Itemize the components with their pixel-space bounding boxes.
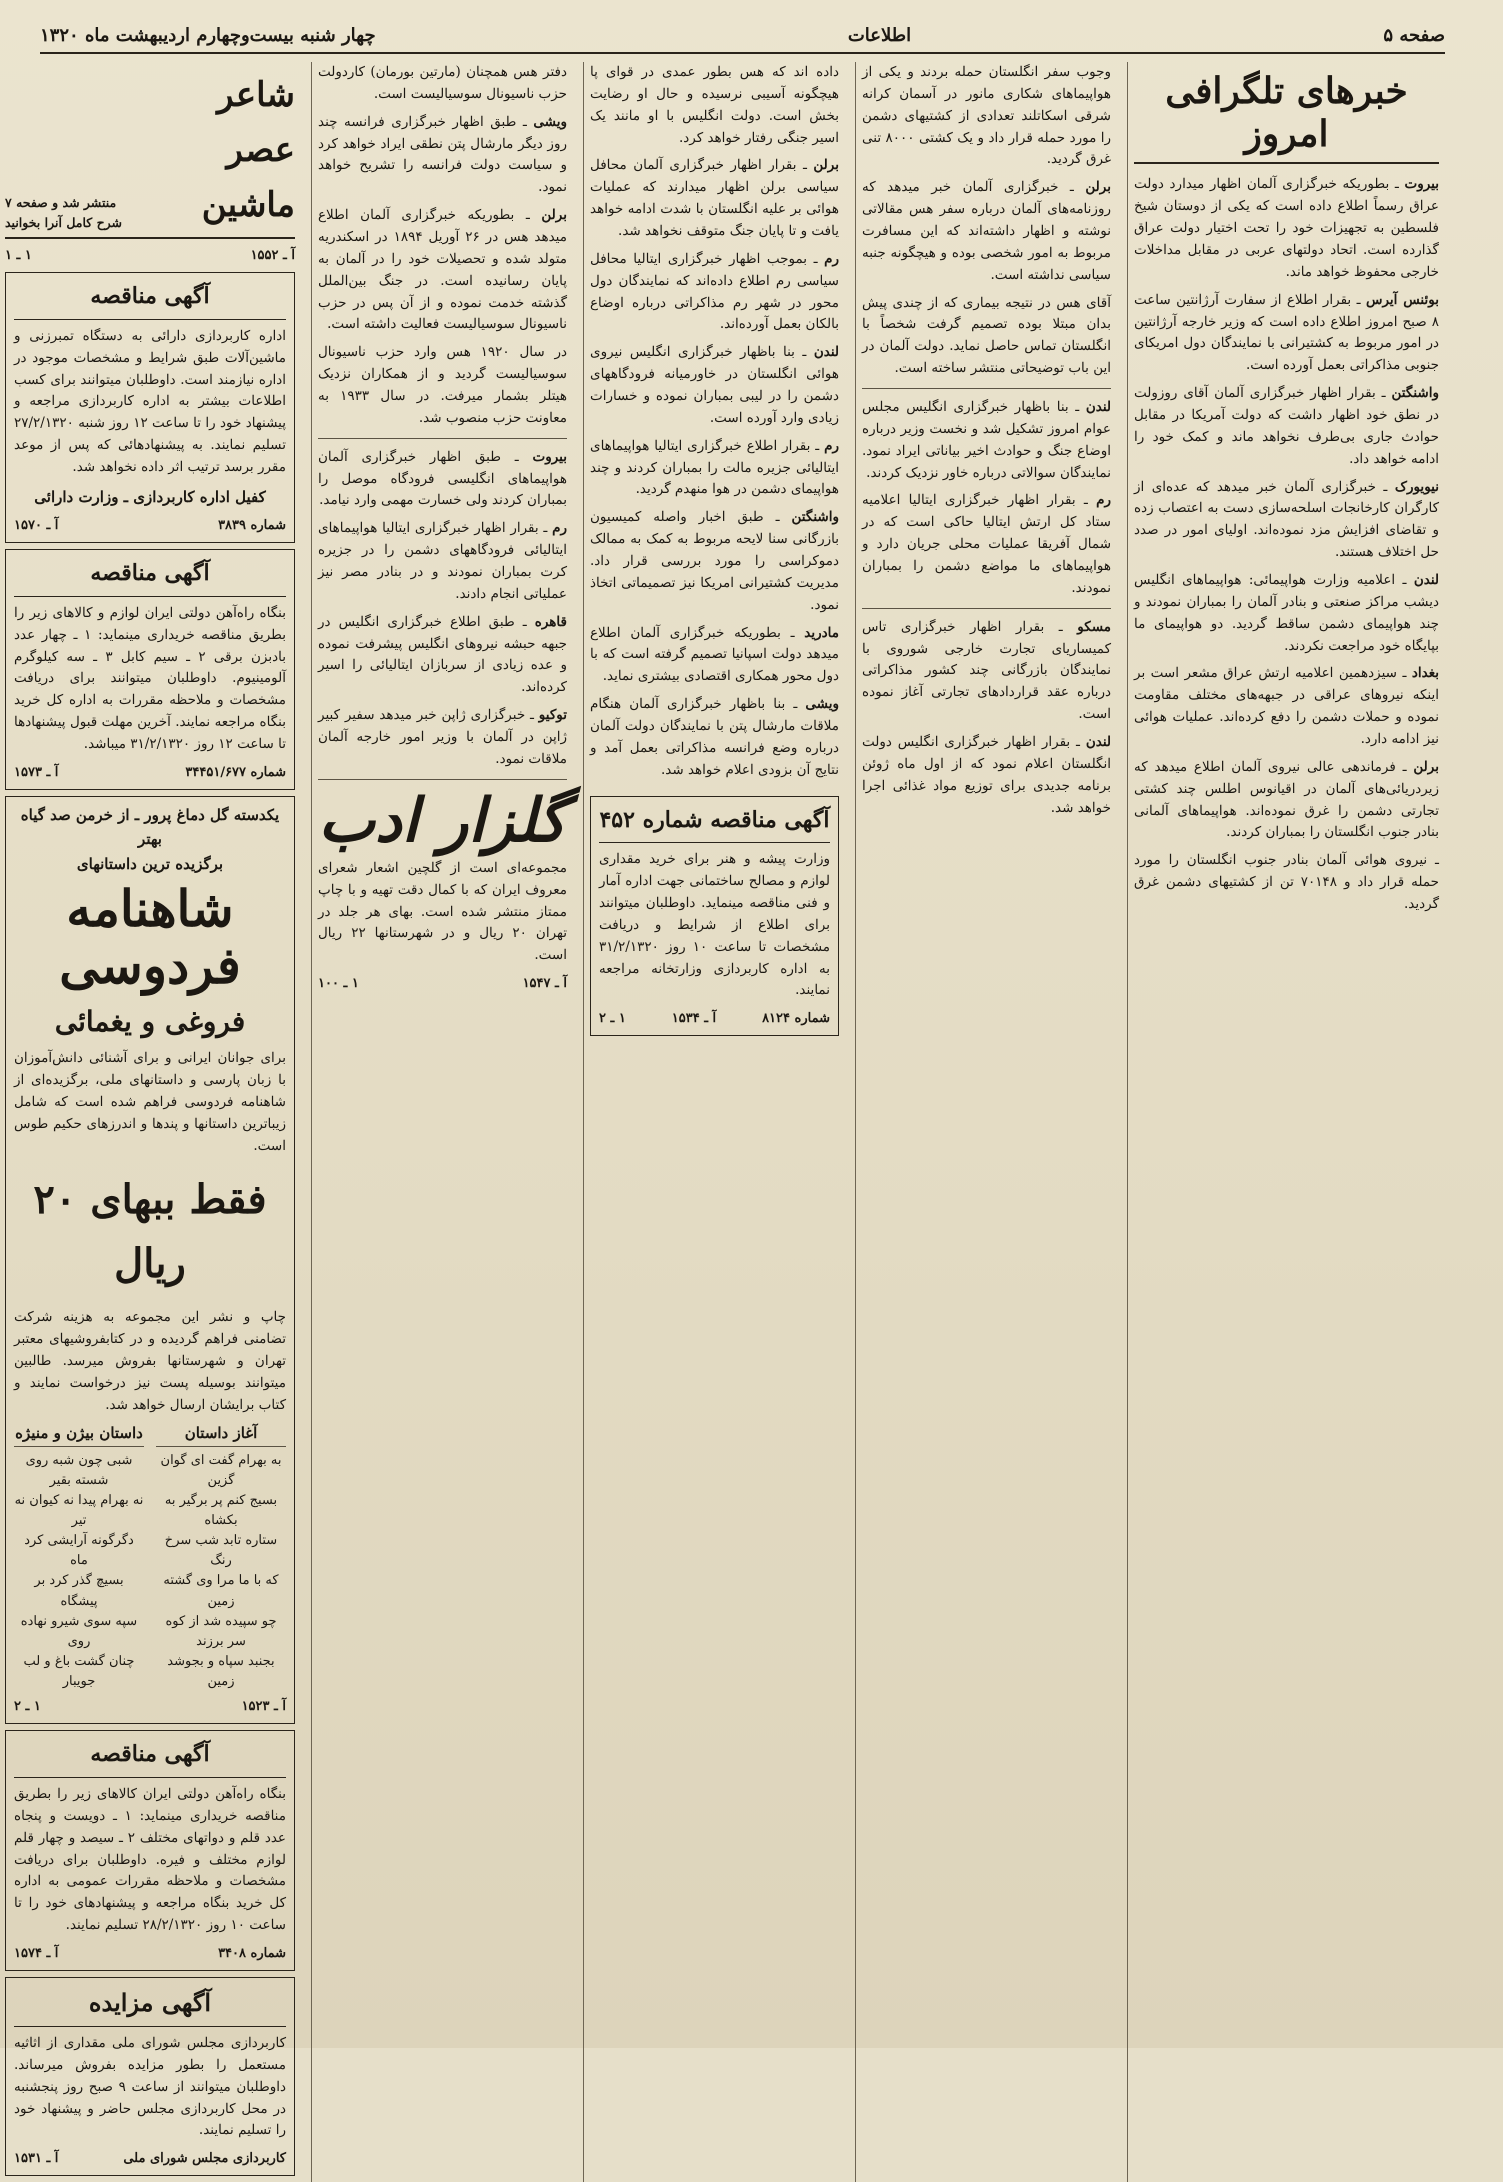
poem-line: چنان گشت باغ و لب جویبار bbox=[23, 1654, 135, 1690]
news-item: برلن ـ بطوریکه خبرگزاری آلمان اطلاع میدهد هس در ۲۶ آوریل ۱۸۹۴ در اسکندریه متولد شده و تحصیلات خود را در آلمان به پایان رسانیده است. در جنگ بین‌الملل گذشته خدمت نموده و از آن پس در حزب ناسیونال سوسیالیست فعالیت داشته است. bbox=[318, 207, 567, 333]
poem-line: به بهرام گفت ای گوان گزین bbox=[160, 1452, 282, 1488]
news-item: ویشی ـ بنا باظهار خبرگزاری آلمان هنگام ملاقات مارشال پتن با نمایندگان دولت آلمان درباره وضع فرانسه مذاکراتی بعمل آمد و نتایج آن بزودی اعلام خواهد شد. bbox=[590, 696, 839, 778]
tender-ad-text: اداره کاربردازی دارائی به دستگاه تمبرزنی و ماشین‌آلات طبق شرایط و مشخصات موجود در اداره نیازمند است. داوطلبان میتوانند برای کسب اطلاعات بیشتر به اداره کاربردازی مراجعه و پیشنهاد خود را تا ساعت ۱۲ روز شنبه ۲۷/۲/۱۳۲۰ تسلیم نمایند. به پیشنهادهائی که پس از موعد مقرر برسد ترتیب اثر داده نخواهد شد. bbox=[14, 327, 286, 476]
tender-ad-title: آگهی مناقصه bbox=[14, 1737, 286, 1778]
newspaper-name: اطلاعات bbox=[847, 24, 912, 46]
news-item: بیروت ـ طبق اظهار خبرگزاری آلمان هواپیماهای انگلیسی فرودگاه موصل را بمباران کردند ولی خسارت مهمی وارد نیامد. bbox=[318, 448, 567, 509]
shahnameh-text: برای جوانان ایرانی و برای آشنائی دانش‌آموزان با زبان پارسی و داستانهای ملی، برگزیده‌ای از شاهنامه فردوسی فراهم شده است که شامل زیباترین داستانها و پندها و اندرزهای حکیم طوس است. bbox=[14, 1050, 286, 1154]
tender-ad-finance bbox=[5, 272, 295, 543]
news-item: برلن ـ فرماندهی عالی نیروی آلمان اطلاع میدهد که زیردریائی‌های آلمان در اقیانوس اطلس چند کشتی تجارتی دشمن را غرق نموده‌اند. هواپیماهای آلمانی بنادر جنوب انگلستان را بمباران کردند. bbox=[1134, 758, 1440, 841]
shahnameh-subtitle: برگزیده ترین داستانهای bbox=[76, 854, 224, 873]
ad-number: شماره ۳۴۰۸ bbox=[218, 1946, 286, 1962]
ad-code: آ ـ ۱۵۲۳ bbox=[241, 1699, 286, 1715]
news-headline: خبرهای تلگرافی امروز bbox=[1134, 70, 1439, 164]
tender-ad-railway bbox=[5, 549, 295, 790]
news-item: در سال ۱۹۲۰ هس وارد حزب ناسیونال سوسیالیست گردید و از همکاران نزدیک هیتلر بشمار میرفت. در سال ۱۹۳۳ به معاونت حزب منصوب شد. bbox=[318, 344, 567, 426]
tender-ad-452 bbox=[590, 796, 839, 1037]
poem-heading: داستان بیژن و منیژه bbox=[14, 1422, 144, 1446]
ad-sequence: ۱ ـ ۲ bbox=[14, 1699, 41, 1715]
golzar-adab-text: مجموعه‌ای است از گلچین اشعار شعرای معروف ایران که با کمال دقت تهیه و با چاپ ممتاز منتشر شده است. بهای هر جلد در تهران ۲۰ ریال و در شهرستانها ۲۲ ریال است. bbox=[318, 859, 568, 964]
tender-ad-title: آگهی مناقصه شماره ۴۵۲ bbox=[599, 803, 830, 844]
news-item: مسکو ـ بقرار اظهار خبرگزاری تاس کمیساریای تجارت خارجی شوروی با نمایندگان بازرگانی چند کشور مذاکراتی درباره عقد قراردادهای تجارتی آغاز نموده است. bbox=[862, 618, 1111, 723]
auction-ad-title: آگهی مزایده bbox=[14, 1984, 286, 2027]
poem-line: دگرگونه آرایشی کرد ماه bbox=[24, 1533, 134, 1569]
auction-ad bbox=[5, 1977, 295, 2176]
ad-code: آ ـ ۱۵۷۳ bbox=[14, 764, 59, 780]
masthead bbox=[40, 18, 1445, 54]
ad-code: آ ـ ۱۵۷۰ bbox=[14, 518, 59, 534]
poem-line: نه بهرام پیدا نه کیوان نه تیر bbox=[14, 1492, 144, 1529]
news-item: نیویورک ـ خبرگزاری آلمان خبر میدهد که عده‌ای از کارگران کارخانجات اسلحه‌سازی دست به اعتصاب زده و تقاضای افزایش مزد نموده‌اند. اولیای امور در صدد حل اختلاف هستند. bbox=[1134, 478, 1439, 561]
news-item: لندن ـ اعلامیه وزارت هواپیمائی: هواپیماهای انگلیس دیشب مراکز صنعتی و بنادر آلمان را بمباران نمودند و چند هواپیمای دشمن ساقط گردید. دو هواپیمای ما بپایگاه خود مراجعت نکردند. bbox=[1134, 571, 1440, 654]
news-item: وجوب سفر انگلستان حمله بردند و یکی از هواپیماهای شکاری مانور در آسمان کرانه شرقی اسکاتلند تعدادی از کشتیهای دشمن را مورد حمله قرار داد و یک کشتی ۸۰۰۰ تنی غرق گردید. bbox=[862, 64, 1112, 168]
news-item: رم ـ بقرار اطلاع خبرگزاری ایتالیا هواپیماهای ایتالیائی جزیره مالت را بمباران کردند و چند هواپیمای دشمن در هوا منهدم گردید. bbox=[590, 437, 840, 498]
news-item-bottom: ـ نیروی هوائی آلمان بنادر جنوب انگلستان را مورد حمله قرار داد و ۷۰۱۴۸ تن از کشتیهای دشمن غرق گردید. bbox=[1134, 852, 1439, 913]
poem-line: بجنبد سپاه و بجوشد زمین bbox=[167, 1654, 275, 1690]
tender-ad-title: آگهی مناقصه bbox=[14, 556, 286, 597]
ad-code: آ ـ ۱۵۳۱ bbox=[14, 2151, 59, 2167]
issue-date: چهار شنبه بیست‌وچهارم اردیبهشت ماه ۱۳۲۰ bbox=[40, 24, 376, 46]
shahnameh-text-2: چاپ و نشر این مجموعه به هزینه شرکت تضامنی فراهم گردیده و در کتابفروشیهای معتبر تهران و شهرستانها بفروش میرسد. طالبین میتوانند بوسیله پست نیز درخواست نمایند و کتاب برایشان ارسال خواهد شد. bbox=[14, 1309, 286, 1413]
columns bbox=[5, 62, 1445, 2167]
news-item: واشنگتن ـ طبق اخبار واصله کمیسیون بازرگانی سنا لایحه مربوط به کمک به ممالک دموکراسی را مورد بررسی قرار داد. مدیریت کشتیرانی امریکا نیز تصمیماتی اتخاذ نمود. bbox=[590, 509, 839, 613]
column-news-2 bbox=[855, 62, 1117, 2182]
ad-code: آ ـ ۱۵۳۴ bbox=[671, 1011, 717, 1027]
news-item: ویشی ـ طبق اظهار خبرگزاری فرانسه چند روز دیگر مارشال پتن نطقی ایراد خواهد کرد و سیاست دولت فرانسه را تشریح خواهد نمود. bbox=[318, 113, 567, 196]
tender-ad-title: آگهی مناقصه bbox=[14, 279, 286, 320]
poem-line: شبی چون شبه روی شسته بقیر bbox=[25, 1452, 133, 1488]
poem-heading: آغاز داستان bbox=[156, 1422, 286, 1446]
golzar-adab-title: گلزار ادب bbox=[318, 785, 567, 856]
page-number: صفحه ۵ bbox=[1383, 24, 1445, 46]
news-item: برلن ـ خبرگزاری آلمان خبر میدهد که روزنامه‌های آلمان درباره سفر هس مقالاتی نوشته و اظهار داشته‌اند که این مسافرت مربوط به امور شخصی بوده و هیچگونه جنبه سیاسی نداشته است. bbox=[862, 179, 1111, 283]
column-news-4 bbox=[311, 62, 573, 2182]
news-item: لندن ـ بنا باظهار خبرگزاری انگلیس نیروی هوائی انگلستان در خاورمیانه فرودگاههای دشمن را در لیبی بمباران نموده و خسارات زیادی وارد آورده است. bbox=[590, 344, 839, 426]
shahnameh-price: فقط ببهای ۲۰ ریال bbox=[33, 1175, 267, 1288]
news-item: رم ـ بقرار اظهار خبرگزاری ایتالیا اعلامیه ستاد کل ارتش ایتالیا حاکی است که در شمال آفریقا عملیات محلی جریان دارد و هواپیماهای ما مواضع دشمن را بمباران نمودند. bbox=[862, 492, 1112, 596]
poem-line: سپه سوی شیرو نهاده روی bbox=[20, 1613, 138, 1649]
poem-line: بسیچ گذر کرد بر پیشگاه bbox=[34, 1573, 124, 1609]
ad-sequence: ۱ ـ ۱ bbox=[5, 248, 32, 264]
poet-ad bbox=[5, 68, 295, 239]
poem-line: چو سپیده شد از کوه سر برزند bbox=[165, 1613, 277, 1649]
column-telegraph-news bbox=[1127, 62, 1445, 2182]
ad-sequence: ۱ ـ ۱۰۰ bbox=[318, 976, 359, 992]
tender-ad-text: وزارت پیشه و هنر برای خرید مقداری لوازم و مصالح ساختمانی جهت اداره آمار و فنی مناقصه مینماید. داوطلبان میتوانند برای اطلاع از شرایط و دریافت مشخصات تا ساعت ۱۰ روز ۳۱/۲/۱۳۲۰ به اداره کاربردازی وزارتخانه مراجعه نمایند. bbox=[599, 851, 831, 999]
shahnameh-ad bbox=[5, 796, 295, 1724]
poem-line: که با ما مرا وی گشته زمین bbox=[163, 1573, 279, 1609]
ad-number: شماره ۸۱۲۴ bbox=[762, 1011, 830, 1027]
news-item: دفتر هس همچنان (مارتین بورمان) کاردولت حزب ناسیونال سوسیالیست است. bbox=[318, 64, 567, 102]
news-item: بغداد ـ سیزدهمین اعلامیه ارتش عراق مشعر است بر اینکه نیروهای عراقی در جبهه‌های مختلف مقاومت نموده و حملات دشمن را دفع کرده‌اند. عملیات هوائی نیز ادامه دارد. bbox=[1134, 665, 1440, 747]
news-item: رم ـ بموجب اظهار خبرگزاری ایتالیا محافل سیاسی رم اطلاع داده‌اند که نمایندگان دول محور در شهر رم مذاکراتی درباره اوضاع بالکان بعمل آورده‌اند. bbox=[590, 250, 839, 333]
news-item: داده اند که هس بطور عمدی در قوای پا هیچگونه آسیبی نرسیده و حال او رضایت بخش است. دولت انگلیس با او مانند یک اسیر جنگی رفتار خواهد کرد. bbox=[590, 64, 839, 146]
poem-line: بسیج کنم پر برگیر به بکشاه bbox=[164, 1492, 278, 1529]
ad-sequence: ۱ ـ ۲ bbox=[599, 1011, 626, 1027]
news-item: قاهره ـ طبق اطلاع خبرگزاری انگلیس در جبهه حبشه نیروهای انگلیس پیشرفت نموده و عده زیادی از سربازان ایتالیائی را اسیر کرده‌اند. bbox=[318, 613, 567, 696]
auction-ad-signature: کاربردازی مجلس شورای ملی bbox=[123, 2151, 286, 2167]
news-item: بوئنس آیرس ـ بقرار اطلاع از سفارت آرژانتین ساعت ۸ صبح امروز اطلاع داده است که وزیر خارجه آرژانتین در امور مربوط به کشتیرانی با نمایندگان دول امریکای جنوبی مذاکراتی بعمل آورده است. bbox=[1134, 291, 1439, 374]
auction-ad-text: کاربردازی مجلس شورای ملی مقداری از اثاثیه مستعمل را بطور مزایده بفروش میرساند. داوطلبان میتوانند از ساعت ۹ صبح روز پنجشنبه در محل کاربردازی مجلس حاضر و پیشنهاد خود را تسلیم نمایند. bbox=[14, 2034, 286, 2139]
news-item: توکیو ـ خبرگزاری ژاپن خبر میدهد سفیر کبیر ژاپن در آلمان با وزیر امور خارجه آلمان ملاقات نمود. bbox=[318, 707, 567, 767]
news-item: لندن ـ بنا باظهار خبرگزاری انگلیس مجلس عوام امروز تشکیل شد و نخست وزیر درباره اوضاع جنگ و حوادث اخیر بیاناتی ایراد نمود. نمایندگان سوالاتی درباره خاور نزدیک کردند. bbox=[862, 399, 1112, 481]
shahnameh-tagline: یکدسته گل دماغ پرور ـ از خرمن صد گیاه بهتر bbox=[20, 805, 280, 849]
news-item: برلن ـ بقرار اظهار خبرگزاری آلمان محافل سیاسی برلن اظهار میدارند که عملیات هوائی بر علیه انگلستان با شدت ادامه خواهد یافت و تا پایان جنگ متوقف نخواهد شد. bbox=[590, 157, 839, 240]
news-item: لندن ـ بقرار اظهار خبرگزاری انگلیس دولت انگلستان اعلام نمود که از اول ماه ژوئن برنامه جدیدی برای توزیع مواد غذائی اجرا خواهد شد. bbox=[862, 734, 1112, 816]
tender-ad-railway-2 bbox=[5, 1730, 295, 1971]
news-item: مادرید ـ بطوریکه خبرگزاری آلمان اطلاع میدهد دولت اسپانیا تصمیم گرفته است که با دول محور همکاری اقتصادی بیشتری نماید. bbox=[590, 624, 839, 685]
news-item: رم ـ بقرار اظهار خبرگزاری ایتالیا هواپیماهای ایتالیائی فرودگاههای دشمن را در جزیره کرت بمباران نمودند و در بنادر مصر نیز عملیاتی انجام دادند. bbox=[318, 520, 567, 602]
poem-excerpt bbox=[14, 1422, 286, 1692]
tender-ad-text: بنگاه راه‌آهن دولتی ایران لوازم و کالاهای زیر را بطریق مناقصه خریداری مینماید: ۱ ـ چهار عدد بادبزن برقی ۲ ـ سیم کابل ۳ ـ سه کیلوگرم آلومینیوم. داوطلبان میتوانند برای دریافت مشخصات و ملاحظه مقررات به اداره کل خرید بنگاه مراجعه نمایند. آخرین مهلت قبول پیشنهادها تا ساعت ۱۲ روز ۳۱/۲/۱۳۲۰ میباشد. bbox=[14, 604, 287, 753]
poem-line: ستاره تابد شب سرخ رنگ bbox=[164, 1533, 278, 1569]
news-item: بیروت ـ بطوریکه خبرگزاری آلمان اظهار میدارد دولت عراق رسماً اطلاع داده است که یکی از دوستان شیخ فلسطین به تجهیزات خود را تحت اختیار دولت عراق گذارده است. اتحاد دولتهای عربی در مقابل مداخلات خارجی محفوظ خواهد ماند. bbox=[1134, 176, 1439, 280]
shahnameh-title: شاهنامه فردوسی bbox=[59, 878, 241, 996]
column-news-3 bbox=[583, 62, 845, 2182]
tender-ad-text: بنگاه راه‌آهن دولتی ایران کالاهای زیر را بطریق مناقصه خریداری مینماید: ۱ ـ دویست و پنجاه عدد قلم و دواتهای مختلف ۲ ـ سیصد و چهار قلم لوازم مختلف و فیره. داوطلبان برای دریافت مشخصات و ملاحظه مقررات عمومی به اداره کل خرید بنگاه مراجعه و پیشنهادهای خود را تا ساعت ۱۰ روز ۲۸/۲/۱۳۲۰ تسلیم نمایند. bbox=[14, 1786, 286, 1934]
ad-code: آ ـ ۱۵۵۲ bbox=[250, 248, 295, 264]
tender-ad-signature: کفیل اداره کاربردازی ـ وزارت دارائی bbox=[34, 487, 266, 506]
ad-number: شماره ۳۸۳۹ bbox=[218, 518, 286, 534]
ad-number: شماره ۳۴۴۵۱/۶۷۷ bbox=[185, 764, 286, 780]
shahnameh-compiler: فروغی و یغمائی bbox=[54, 1004, 246, 1038]
ad-code: آ ـ ۱۵۴۷ bbox=[522, 976, 567, 992]
column-advertisements bbox=[0, 62, 301, 2182]
ad-code: آ ـ ۱۵۷۴ bbox=[14, 1946, 59, 1962]
news-item: واشنگتن ـ بقرار اظهار خبرگزاری آلمان آقای روزولت در نطق خود اظهار داشت که دولت آمریکا در مقابل حوادث جاری بی‌طرف نخواهد ماند و کمک خود را ادامه خواهد داد. bbox=[1134, 385, 1439, 467]
poet-ad-title: شاعر عصر ماشین bbox=[201, 75, 295, 226]
news-item: آقای هس در نتیجه بیماری که از چندی پیش بدان مبتلا بوده تصمیم گرفت شخصاً با انگلستان تماس حاصل نماید. دولت آلمان در این باب توضیحاتی منتشر ساخته است. bbox=[862, 294, 1111, 377]
poet-ad-note: منتشر شد و صفحه ۷ شرح کامل آنرا بخوانید bbox=[5, 194, 123, 230]
